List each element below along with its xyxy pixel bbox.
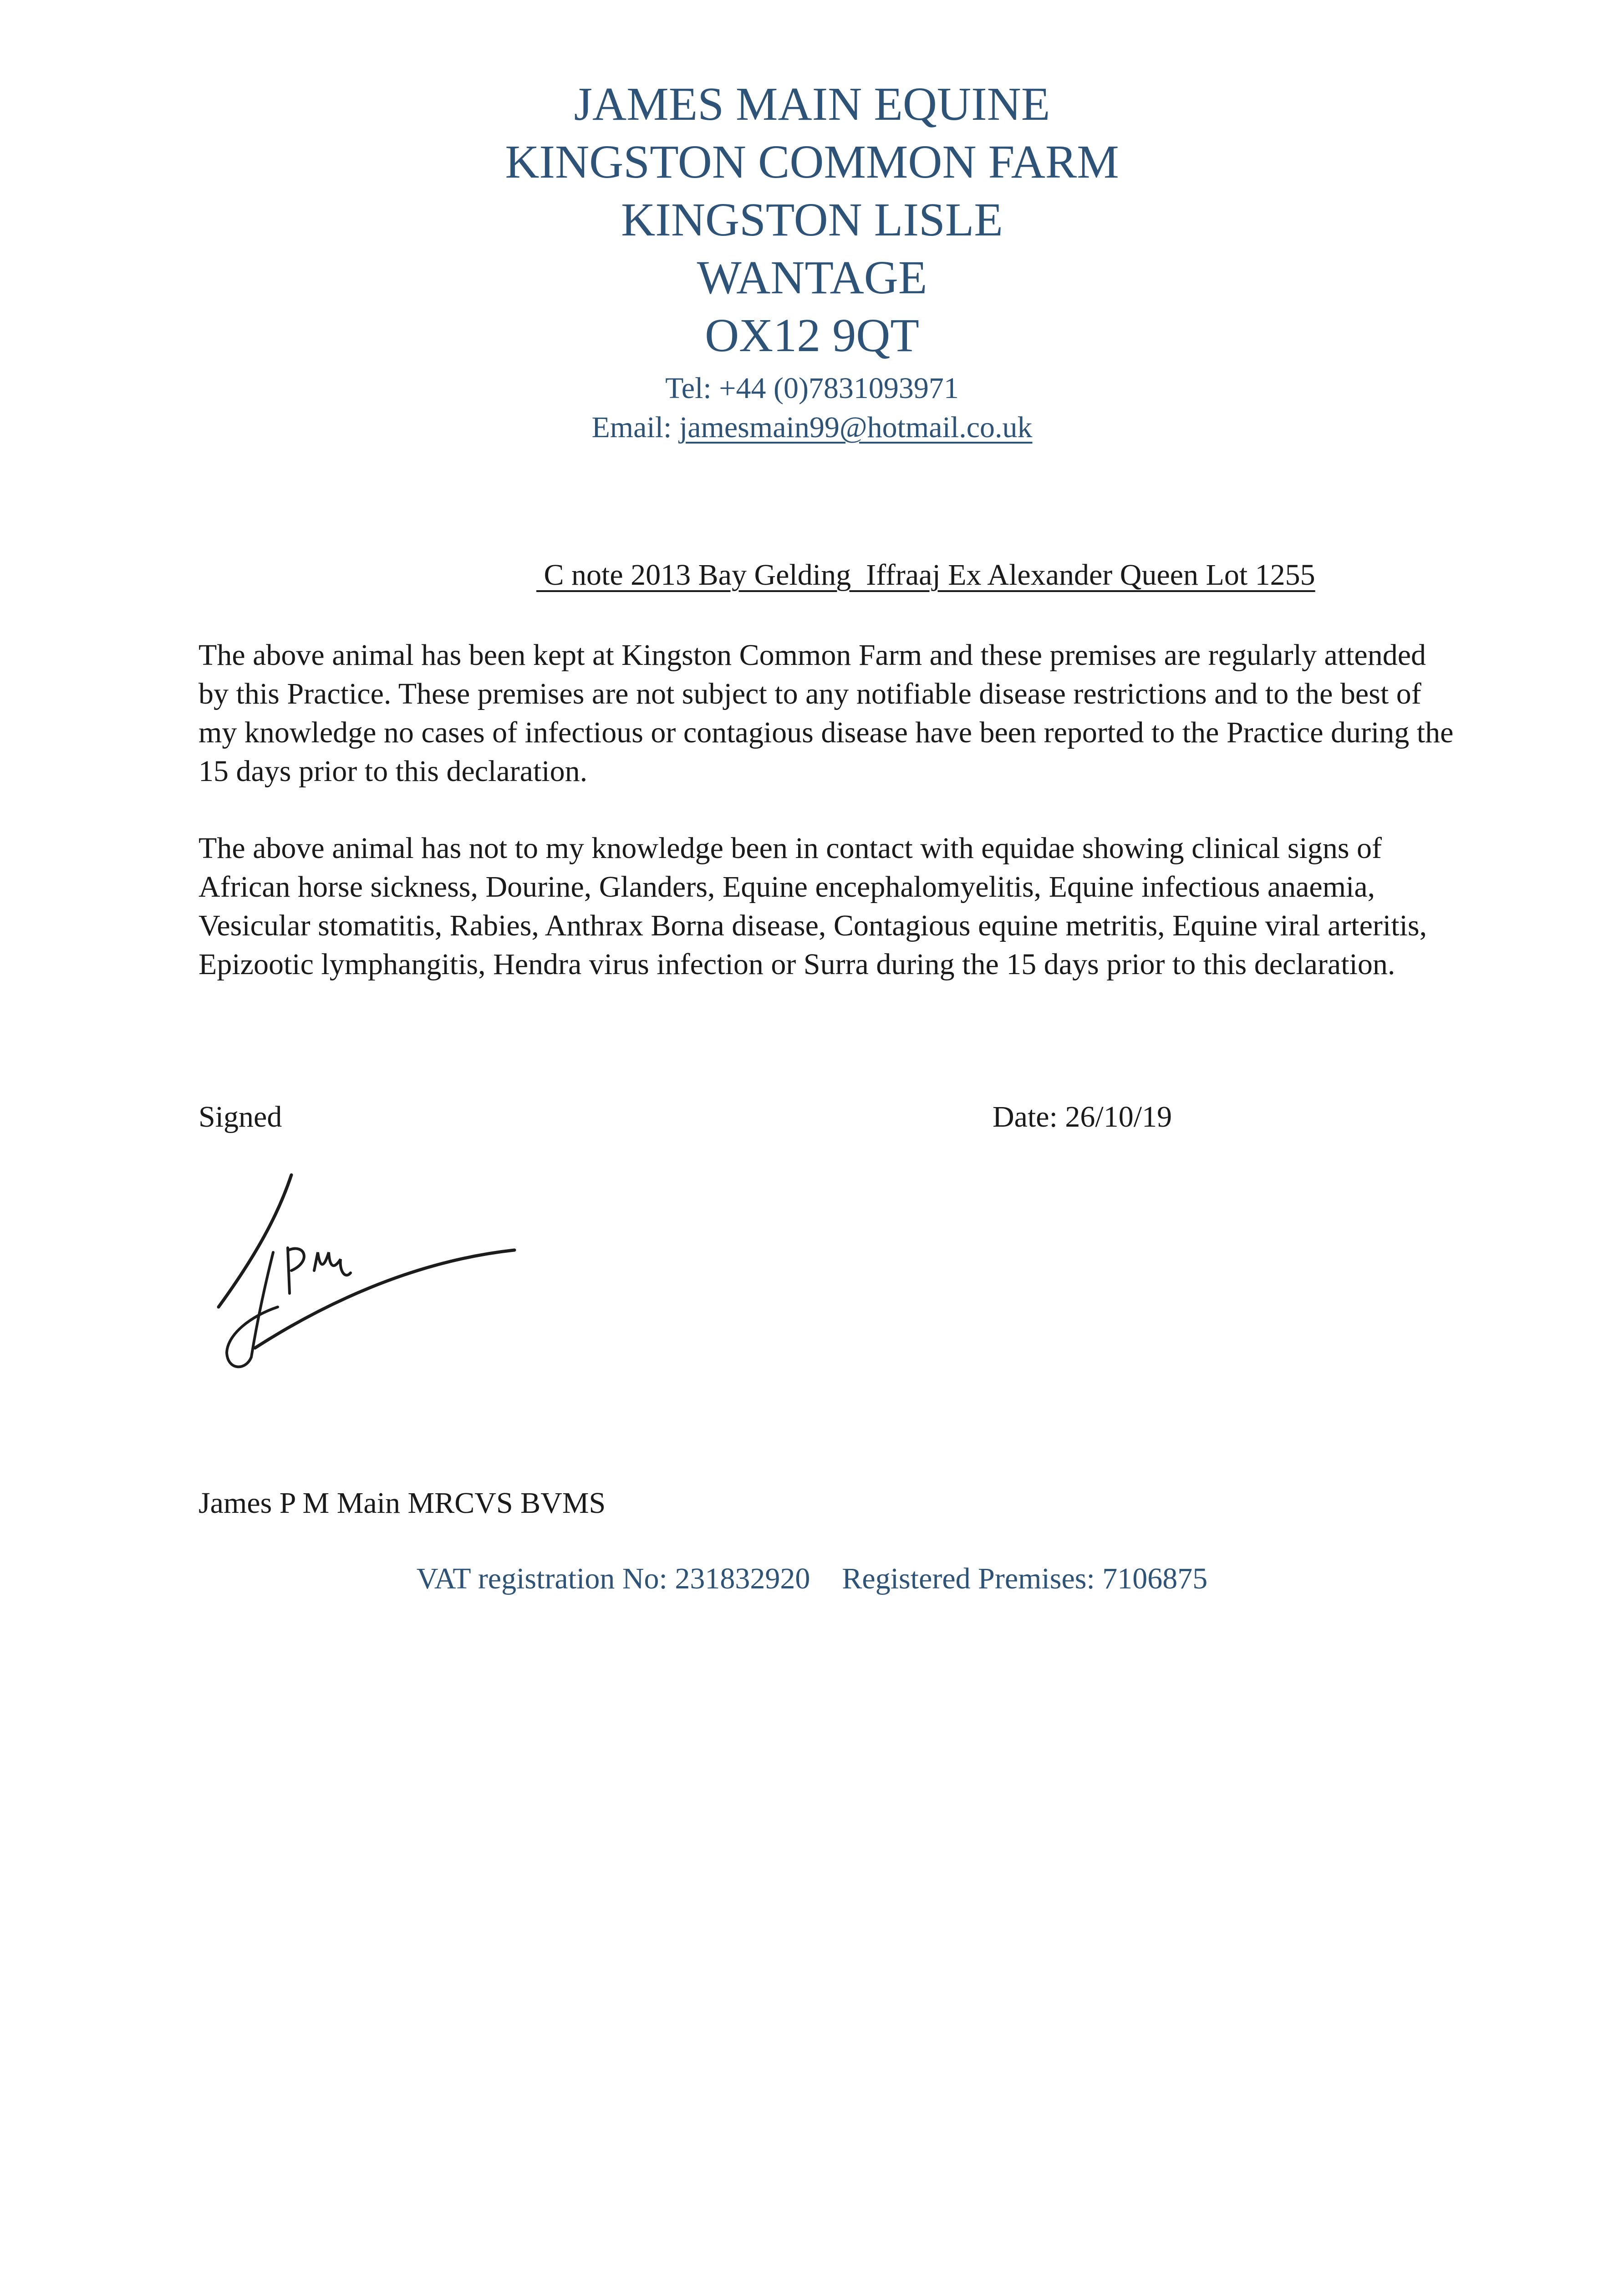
- handwritten-signature: [200, 1157, 528, 1394]
- letterhead-town: WANTAGE: [697, 251, 927, 304]
- declaration-date: Date: 26/10/19: [993, 1100, 1172, 1133]
- vat-registration: VAT registration No: 231832920: [416, 1562, 810, 1595]
- letterhead-telephone: Tel: +44 (0)7831093971: [665, 372, 959, 405]
- signer-name: James P M Main MRCVS BVMS: [199, 1486, 606, 1520]
- animal-subject-line: C note 2013 Bay Gelding Iffraaj Ex Alexander Queen Lot 1255: [536, 558, 1315, 592]
- registered-premises: Registered Premises: 7106875: [842, 1562, 1208, 1595]
- premises-declaration-paragraph: The above animal has been kept at Kingston Common Farm and these premises are regularly attended by this Practice. These premises are not subject to any notifiable disease restrictions and to the best of my knowledge no cases of infectious or contagious disease have been reported to the Practice during the 15 days prior to this declaration.: [199, 638, 1454, 788]
- email-label: Email:: [591, 411, 679, 444]
- footer: [0, 1559, 1624, 1598]
- letterhead: [0, 75, 1624, 447]
- signed-label: Signed: [199, 1100, 282, 1133]
- letterhead-postcode: OX12 9QT: [705, 309, 919, 362]
- letterhead-email-line: [0, 408, 1624, 447]
- email-link[interactable]: jamesmain99@hotmail.co.uk: [679, 411, 1033, 444]
- disease-contact-declaration-paragraph: The above animal has not to my knowledge been in contact with equidae showing clinical signs of African horse sickness, Dourine, Glanders, Equine encephalomyelitis, Equine infectious anaemia, Vesicular stomatitis, Rabies, Anthrax Borna disease, Contagious equine metritis, Equine viral arteritis, Epizootic lymphangitis, Hendra virus infection or Surra during the 15 days prior to this declaration.: [199, 832, 1427, 981]
- letterhead-practice-name: JAMES MAIN EQUINE: [574, 78, 1050, 130]
- letterhead-farm: KINGSTON COMMON FARM: [505, 136, 1119, 188]
- letterhead-village: KINGSTON LISLE: [621, 194, 1003, 246]
